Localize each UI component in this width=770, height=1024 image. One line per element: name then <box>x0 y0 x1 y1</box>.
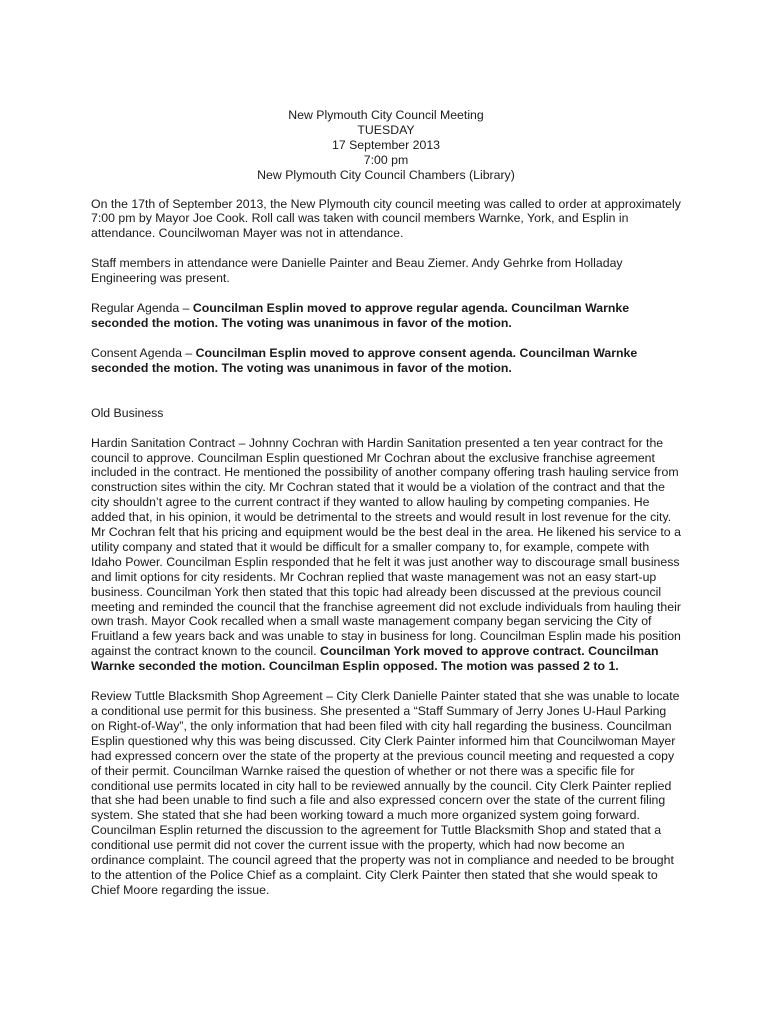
consent-agenda-paragraph <box>91 346 681 376</box>
old-business-heading: Old Business <box>91 405 164 420</box>
regular-agenda-paragraph <box>91 301 681 331</box>
consent-agenda-motion: Councilman Esplin moved to approve consent agenda. Councilman Warnke seconded the motion. The voting was unanimous in favor of the motion. <box>91 345 638 375</box>
meeting-title: New Plymouth City Council Meeting <box>288 108 484 122</box>
regular-agenda-label: Regular Agenda – <box>91 301 193 316</box>
meeting-day: TUESDAY <box>357 122 415 137</box>
consent-agenda-label: Consent Agenda – <box>91 345 196 360</box>
hardin-motion: Councilman York moved to approve contract. Councilman Warnke seconded the motion. Councilman Esplin opposed. The motion was passed 2 to 1. <box>91 644 659 674</box>
document-page <box>91 108 681 913</box>
tuttle-paragraph: Review Tuttle Blacksmith Shop Agreement – City Clerk Danielle Painter stated that she was unable to locate a conditional use permit for this business. She presented a “Staff Summary of Jerry Jones U-Haul Parking on Right-of-Way”, the only information that had been filed with city hall regarding the business. Councilman Esplin questioned why this was being discussed. City Clerk Painter informed him that Councilwoman Mayer had expressed concern over the state of the property at the previous council meeting and requested a copy of their permit. Councilman Warnke raised the question of whether or not there was a specific file for conditional use permits located in city hall to be reviewed annually by the council. City Clerk Painter replied that she had been unable to find such a file and also expressed concern over the state of the current filing system. She stated that she had been working toward a much more organized system going forward. Councilman Esplin returned the discussion to the agreement for Tuttle Blacksmith Shop and stated that a conditional use permit did not cover the current issue with the property, which had now become an ordinance complaint. The council agreed that the property was not in compliance and needed to be brought to the attention of the Police Chief as a complaint. City Clerk Painter then stated that she would speak to Chief Moore regarding the issue. <box>91 689 680 897</box>
meeting-date: 17 September 2013 <box>331 137 441 152</box>
hardin-paragraph <box>91 436 681 675</box>
hardin-text: Hardin Sanitation Contract – Johnny Cochran with Hardin Sanitation presented a ten year contract for the council to approve. Councilman Esplin questioned Mr Cochran about the exclusive franchise agreement included in the contract. He mentioned the possibility of another company offering trash hauling service from construction sites within the city. Mr Cochran stated that it would be a violation of the contract and that the city shouldn’t agree to the current contract if they wanted to allow hauling by competing companies. He added that, in his opinion, it would be detrimental to the streets and would result in lost revenue for the city. Mr Cochran felt that his pricing and equipment would be the best deal in the area. He likened his service to a utility company and stated that it would be difficult for a smaller company to, for example, compete with Idaho Power. Councilman Esplin responded that he felt it was just another way to discourage small business and limit options for city residents. Mr Cochran replied that waste management was not an easy start-up business. Councilman York then stated that this topic had already been discussed at the previous council meeting and reminded the council that the franchise agreement did not exclude individuals from hauling their own trash. Mayor Cook recalled when a small waste management company began servicing the City of Fruitland a few years back and was unable to stay in business for long. Councilman Esplin made his position against the contract known to the council. <box>91 435 681 659</box>
intro-paragraph: On the 17th of September 2013, the New Plymouth city council meeting was called to order at approximately 7:00 pm by Mayor Joe Cook. Roll call was taken with council members Warnke, York, and Esplin in attendance. Councilwoman Mayer was not in attendance. <box>91 196 681 241</box>
regular-agenda-motion: Councilman Esplin moved to approve regular agenda. Councilman Warnke seconded the motion. The voting was unanimous in favor of the motion. <box>91 301 630 330</box>
meeting-header <box>91 108 681 183</box>
staff-paragraph: Staff members in attendance were Danielle Painter and Beau Ziemer. Andy Gehrke from Holladay Engineering was present. <box>91 256 623 286</box>
meeting-location: New Plymouth City Council Chambers (Library) <box>257 167 515 182</box>
meeting-time: 7:00 pm <box>363 152 409 167</box>
